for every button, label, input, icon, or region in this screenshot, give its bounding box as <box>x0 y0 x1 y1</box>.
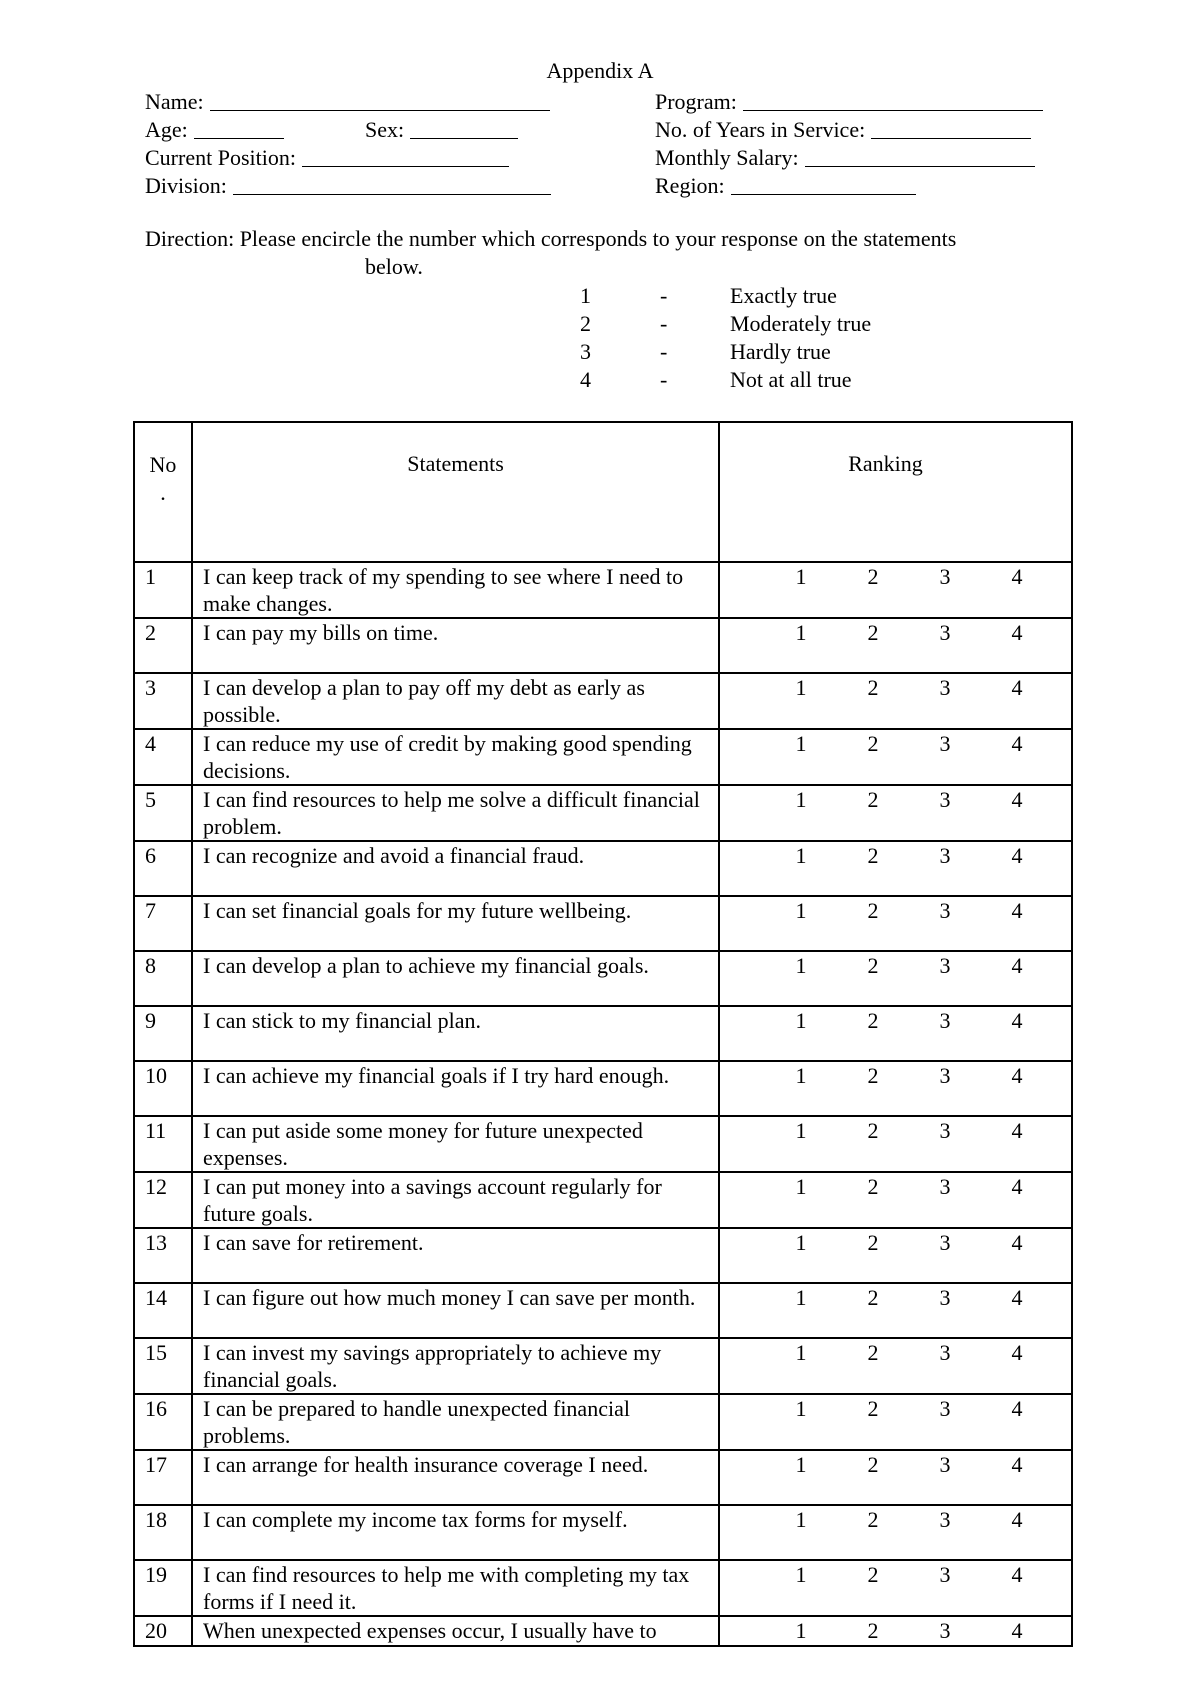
program-blank[interactable] <box>743 88 1043 111</box>
sex-field <box>365 116 518 144</box>
ranking-cell <box>719 1616 1072 1646</box>
rank-option-4[interactable]: 4 <box>1011 1562 1023 1587</box>
rank-option-1[interactable]: 1 <box>795 1340 807 1365</box>
ranking-cell <box>719 1450 1072 1505</box>
statement-text: I can recognize and avoid a financial fraud. <box>192 841 719 896</box>
rank-option-1[interactable]: 1 <box>795 1562 807 1587</box>
rank-option-2[interactable]: 2 <box>867 1174 879 1199</box>
ranking-options <box>720 1062 1071 1090</box>
rank-option-2[interactable]: 2 <box>867 1562 879 1587</box>
ranking-options <box>720 674 1071 702</box>
row-number: 1 <box>134 562 192 618</box>
scale-number: 3 <box>580 339 591 364</box>
rank-option-2[interactable]: 2 <box>867 1285 879 1310</box>
rank-option-3[interactable]: 3 <box>939 1118 951 1143</box>
table-row <box>134 785 1072 841</box>
statement-text: I can find resources to help me with completing my tax forms if I need it. <box>192 1560 719 1616</box>
ranking-cell <box>719 896 1072 951</box>
ranking-cell <box>719 729 1072 785</box>
scale-dash: - <box>660 311 668 336</box>
name-label: Name: <box>145 89 204 114</box>
rank-option-3[interactable]: 3 <box>939 675 951 700</box>
rank-option-2[interactable]: 2 <box>867 620 879 645</box>
rank-option-2[interactable]: 2 <box>867 1396 879 1421</box>
table-row <box>134 841 1072 896</box>
rank-option-3[interactable]: 3 <box>939 843 951 868</box>
ranking-cell <box>719 562 1072 618</box>
salary-blank[interactable] <box>805 144 1035 167</box>
header-statements: Statements <box>192 422 719 562</box>
row-number: 11 <box>134 1116 192 1172</box>
rank-option-3[interactable]: 3 <box>939 953 951 978</box>
rank-option-3[interactable]: 3 <box>939 1008 951 1033</box>
rank-option-3[interactable]: 3 <box>939 1285 951 1310</box>
row-number: 16 <box>134 1394 192 1450</box>
scale-row <box>580 310 871 338</box>
rank-option-3[interactable]: 3 <box>939 731 951 756</box>
rank-option-3[interactable]: 3 <box>939 1452 951 1477</box>
statement-text: I can find resources to help me solve a difficult financial problem. <box>192 785 719 841</box>
rank-option-3[interactable]: 3 <box>939 1340 951 1365</box>
statement-text: I can reduce my use of credit by making good spending decisions. <box>192 729 719 785</box>
ranking-cell <box>719 1338 1072 1394</box>
rank-option-1[interactable]: 1 <box>795 1507 807 1532</box>
rank-option-4[interactable]: 4 <box>1011 1618 1023 1643</box>
rank-option-4[interactable]: 4 <box>1011 1285 1023 1310</box>
rank-option-1[interactable]: 1 <box>795 1174 807 1199</box>
rank-option-2[interactable]: 2 <box>867 1118 879 1143</box>
rank-option-2[interactable]: 2 <box>867 1008 879 1033</box>
rank-option-3[interactable]: 3 <box>939 564 951 589</box>
ranking-cell <box>719 673 1072 729</box>
ranking-cell <box>719 841 1072 896</box>
age-field <box>145 116 284 144</box>
table-row <box>134 1338 1072 1394</box>
years-blank[interactable] <box>871 116 1031 139</box>
row-number: 7 <box>134 896 192 951</box>
scale-number: 4 <box>580 367 591 392</box>
row-number: 9 <box>134 1006 192 1061</box>
rank-option-2[interactable]: 2 <box>867 675 879 700</box>
statement-text: I can develop a plan to pay off my debt as early as possible. <box>192 673 719 729</box>
statement-text: I can pay my bills on time. <box>192 618 719 673</box>
name-blank[interactable] <box>210 88 550 111</box>
row-number: 4 <box>134 729 192 785</box>
statement-text: I can achieve my financial goals if I try hard enough. <box>192 1061 719 1116</box>
rank-option-4[interactable]: 4 <box>1011 620 1023 645</box>
statement-text: When unexpected expenses occur, I usually have to <box>192 1616 719 1646</box>
rank-option-3[interactable]: 3 <box>939 787 951 812</box>
scale-row <box>580 338 871 366</box>
row-number: 17 <box>134 1450 192 1505</box>
ranking-options <box>720 897 1071 925</box>
rank-option-2[interactable]: 2 <box>867 1507 879 1532</box>
rank-option-4[interactable]: 4 <box>1011 1118 1023 1143</box>
statement-text: I can stick to my financial plan. <box>192 1006 719 1061</box>
rank-option-2[interactable]: 2 <box>867 898 879 923</box>
row-number: 10 <box>134 1061 192 1116</box>
table-row <box>134 729 1072 785</box>
statement-text: I can develop a plan to achieve my financial goals. <box>192 951 719 1006</box>
rank-option-3[interactable]: 3 <box>939 1562 951 1587</box>
rank-option-1[interactable]: 1 <box>795 843 807 868</box>
rank-option-1[interactable]: 1 <box>795 1618 807 1643</box>
ranking-options <box>720 730 1071 758</box>
rank-option-1[interactable]: 1 <box>795 787 807 812</box>
rank-option-1[interactable]: 1 <box>795 620 807 645</box>
rank-option-3[interactable]: 3 <box>939 1618 951 1643</box>
statement-text: I can complete my income tax forms for myself. <box>192 1505 719 1560</box>
ranking-options <box>720 842 1071 870</box>
ranking-cell <box>719 1505 1072 1560</box>
ranking-options <box>720 1284 1071 1312</box>
table-row <box>134 673 1072 729</box>
rank-option-3[interactable]: 3 <box>939 1063 951 1088</box>
years-field <box>655 116 1031 144</box>
header-no <box>134 422 192 562</box>
table-row <box>134 951 1072 1006</box>
rank-option-1[interactable]: 1 <box>795 564 807 589</box>
rank-option-3[interactable]: 3 <box>939 1174 951 1199</box>
age-label: Age: <box>145 117 188 142</box>
row-number: 20 <box>134 1616 192 1646</box>
ranking-options <box>720 1339 1071 1367</box>
scale-label: Not at all true <box>730 367 852 392</box>
direction-continuation: below. <box>365 254 423 279</box>
scale-number: 2 <box>580 311 591 336</box>
rank-option-3[interactable]: 3 <box>939 620 951 645</box>
table-row <box>134 896 1072 951</box>
page-title: Appendix A <box>546 58 654 83</box>
table-row <box>134 1394 1072 1450</box>
ranking-options <box>720 1117 1071 1145</box>
scale-label: Moderately true <box>730 311 872 336</box>
scale-number: 1 <box>580 283 591 308</box>
row-number: 12 <box>134 1172 192 1228</box>
scale-label: Exactly true <box>730 283 837 308</box>
rank-option-4[interactable]: 4 <box>1011 1230 1023 1255</box>
salary-field <box>655 144 1035 172</box>
table-row <box>134 618 1072 673</box>
ranking-cell <box>719 1116 1072 1172</box>
table-header-row <box>134 422 1072 562</box>
row-number: 18 <box>134 1505 192 1560</box>
ranking-options <box>720 1007 1071 1035</box>
rank-option-1[interactable]: 1 <box>795 1008 807 1033</box>
ranking-cell <box>719 618 1072 673</box>
rank-option-4[interactable]: 4 <box>1011 564 1023 589</box>
ranking-cell <box>719 1560 1072 1616</box>
ranking-options <box>720 1617 1071 1645</box>
region-field <box>655 172 916 200</box>
ranking-options <box>720 1173 1071 1201</box>
rank-option-1[interactable]: 1 <box>795 953 807 978</box>
sex-blank[interactable] <box>410 116 518 139</box>
region-blank[interactable] <box>731 172 916 195</box>
region-label: Region: <box>655 173 725 198</box>
statement-text: I can be prepared to handle unexpected financial problems. <box>192 1394 719 1450</box>
rank-option-2[interactable]: 2 <box>867 953 879 978</box>
rank-option-4[interactable]: 4 <box>1011 1452 1023 1477</box>
statement-text: I can keep track of my spending to see where I need to make changes. <box>192 562 719 618</box>
rank-option-4[interactable]: 4 <box>1011 843 1023 868</box>
direction-line: Direction: Please encircle the number which corresponds to your response on the statements <box>145 226 957 251</box>
rank-option-2[interactable]: 2 <box>867 1452 879 1477</box>
ranking-cell <box>719 1061 1072 1116</box>
rank-option-2[interactable]: 2 <box>867 1618 879 1643</box>
rank-option-2[interactable]: 2 <box>867 1230 879 1255</box>
rank-option-2[interactable]: 2 <box>867 787 879 812</box>
row-number: 14 <box>134 1283 192 1338</box>
name-field <box>145 88 550 116</box>
row-number: 8 <box>134 951 192 1006</box>
table-row <box>134 1172 1072 1228</box>
ranking-options <box>720 952 1071 980</box>
sex-label: Sex: <box>365 117 405 142</box>
table-row <box>134 1006 1072 1061</box>
age-blank[interactable] <box>194 116 284 139</box>
statement-text: I can arrange for health insurance coverage I need. <box>192 1450 719 1505</box>
table-row <box>134 1283 1072 1338</box>
ranking-cell <box>719 1228 1072 1283</box>
table-row <box>134 1560 1072 1616</box>
position-label: Current Position: <box>145 145 296 170</box>
rank-option-4[interactable]: 4 <box>1011 953 1023 978</box>
direction-text <box>145 225 1065 281</box>
statement-text: I can figure out how much money I can save per month. <box>192 1283 719 1338</box>
table-row <box>134 1450 1072 1505</box>
rank-option-4[interactable]: 4 <box>1011 1174 1023 1199</box>
scale-row <box>580 366 871 394</box>
rank-option-4[interactable]: 4 <box>1011 898 1023 923</box>
ranking-cell <box>719 1283 1072 1338</box>
row-number: 5 <box>134 785 192 841</box>
row-number: 6 <box>134 841 192 896</box>
questionnaire-table <box>133 421 1073 1647</box>
rank-option-4[interactable]: 4 <box>1011 1396 1023 1421</box>
ranking-cell <box>719 1394 1072 1450</box>
position-field <box>145 144 509 172</box>
rank-option-4[interactable]: 4 <box>1011 1008 1023 1033</box>
scale-row <box>580 282 871 310</box>
scale-dash: - <box>660 367 668 392</box>
division-label: Division: <box>145 173 227 198</box>
rank-option-3[interactable]: 3 <box>939 1230 951 1255</box>
statement-text: I can put money into a savings account regularly for future goals. <box>192 1172 719 1228</box>
ranking-options <box>720 1451 1071 1479</box>
ranking-cell <box>719 951 1072 1006</box>
ranking-cell <box>719 785 1072 841</box>
rank-option-4[interactable]: 4 <box>1011 1063 1023 1088</box>
rank-option-4[interactable]: 4 <box>1011 675 1023 700</box>
statement-text: I can save for retirement. <box>192 1228 719 1283</box>
rank-option-2[interactable]: 2 <box>867 564 879 589</box>
table-body <box>134 562 1072 1646</box>
row-number: 19 <box>134 1560 192 1616</box>
rank-option-1[interactable]: 1 <box>795 675 807 700</box>
rank-option-3[interactable]: 3 <box>939 898 951 923</box>
division-blank[interactable] <box>233 172 551 195</box>
response-scale <box>580 282 871 394</box>
position-blank[interactable] <box>302 144 509 167</box>
statement-text: I can invest my savings appropriately to achieve my financial goals. <box>192 1338 719 1394</box>
table-row <box>134 1505 1072 1560</box>
rank-option-1[interactable]: 1 <box>795 1452 807 1477</box>
rank-option-2[interactable]: 2 <box>867 843 879 868</box>
row-number: 2 <box>134 618 192 673</box>
program-field <box>655 88 1043 116</box>
ranking-options <box>720 786 1071 814</box>
header-ranking: Ranking <box>719 422 1072 562</box>
rank-option-1[interactable]: 1 <box>795 1285 807 1310</box>
header-no-dot: . <box>160 480 166 505</box>
rank-option-4[interactable]: 4 <box>1011 1340 1023 1365</box>
rank-option-2[interactable]: 2 <box>867 1063 879 1088</box>
rank-option-3[interactable]: 3 <box>939 1507 951 1532</box>
table-row <box>134 1228 1072 1283</box>
rank-option-1[interactable]: 1 <box>795 1396 807 1421</box>
scale-dash: - <box>660 283 668 308</box>
table-row <box>134 1616 1072 1646</box>
division-field <box>145 172 551 200</box>
rank-option-4[interactable]: 4 <box>1011 787 1023 812</box>
row-number: 15 <box>134 1338 192 1394</box>
rank-option-2[interactable]: 2 <box>867 731 879 756</box>
ranking-cell <box>719 1172 1072 1228</box>
rank-option-2[interactable]: 2 <box>867 1340 879 1365</box>
scale-label: Hardly true <box>730 339 831 364</box>
scale-dash: - <box>660 339 668 364</box>
rank-option-4[interactable]: 4 <box>1011 1507 1023 1532</box>
rank-option-4[interactable]: 4 <box>1011 731 1023 756</box>
ranking-options <box>720 619 1071 647</box>
rank-option-3[interactable]: 3 <box>939 1396 951 1421</box>
years-label: No. of Years in Service: <box>655 117 866 142</box>
header-no-label: No <box>149 452 177 477</box>
ranking-options <box>720 1506 1071 1534</box>
table-row <box>134 562 1072 618</box>
program-label: Program: <box>655 89 737 114</box>
rank-option-1[interactable]: 1 <box>795 1230 807 1255</box>
row-number: 3 <box>134 673 192 729</box>
statement-text: I can set financial goals for my future wellbeing. <box>192 896 719 951</box>
table-row <box>134 1061 1072 1116</box>
salary-label: Monthly Salary: <box>655 145 799 170</box>
rank-option-1[interactable]: 1 <box>795 898 807 923</box>
ranking-cell <box>719 1006 1072 1061</box>
ranking-options <box>720 563 1071 591</box>
row-number: 13 <box>134 1228 192 1283</box>
rank-option-1[interactable]: 1 <box>795 731 807 756</box>
ranking-options <box>720 1395 1071 1423</box>
table-row <box>134 1116 1072 1172</box>
ranking-options <box>720 1561 1071 1589</box>
rank-option-1[interactable]: 1 <box>795 1063 807 1088</box>
rank-option-1[interactable]: 1 <box>795 1118 807 1143</box>
ranking-options <box>720 1229 1071 1257</box>
statement-text: I can put aside some money for future unexpected expenses. <box>192 1116 719 1172</box>
